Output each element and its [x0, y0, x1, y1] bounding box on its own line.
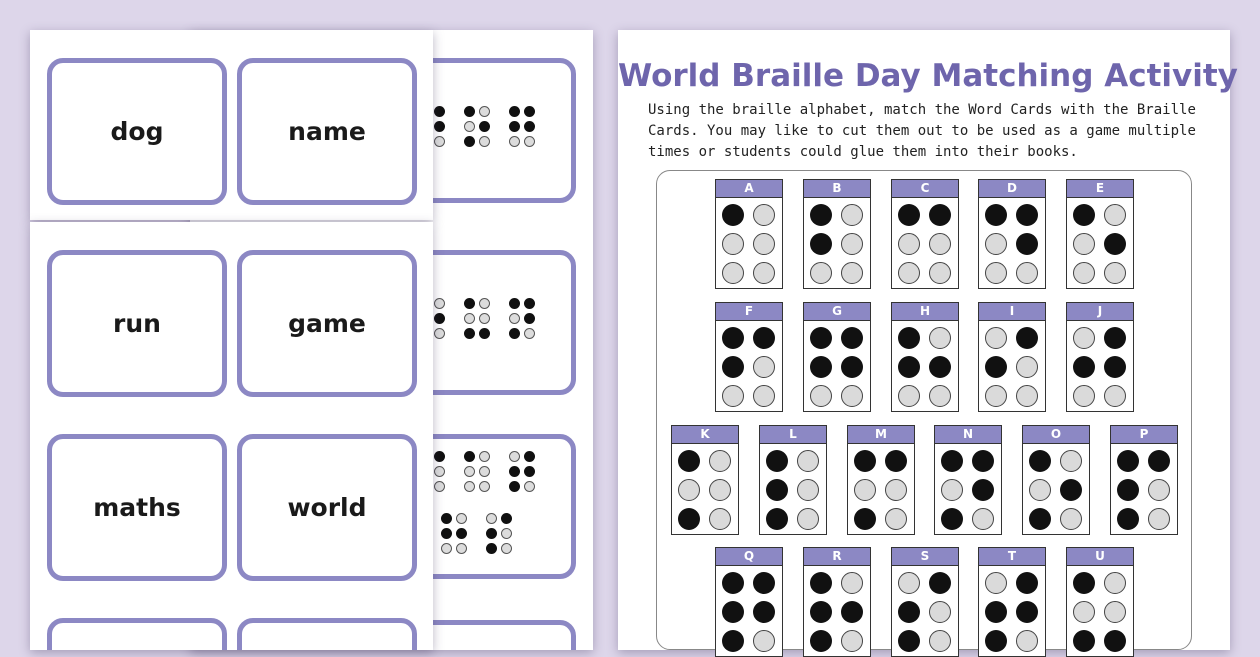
braille-letter-card-b [803, 179, 871, 289]
activity-title: World Braille Day Matching Activity [618, 58, 1238, 94]
raised-dot [441, 513, 452, 524]
flat-dot [1073, 233, 1095, 255]
flat-dot [972, 508, 994, 530]
braille-letter-label: R [804, 548, 870, 566]
word-card [47, 58, 227, 205]
raised-dot [985, 601, 1007, 623]
flat-dot [479, 298, 490, 309]
flat-dot [434, 298, 445, 309]
raised-dot [434, 106, 445, 117]
raised-dot [501, 513, 512, 524]
flat-dot [985, 385, 1007, 407]
braille-letter-label: C [892, 180, 958, 198]
flat-dot [985, 572, 1007, 594]
raised-dot [722, 630, 744, 652]
braille-letter-label: T [979, 548, 1045, 566]
raised-dot [885, 450, 907, 472]
raised-dot [486, 528, 497, 539]
raised-dot [1073, 204, 1095, 226]
raised-dot [441, 528, 452, 539]
flat-dot [434, 481, 445, 492]
flat-dot [1148, 479, 1170, 501]
braille-letter-card-k [671, 425, 739, 535]
raised-dot [766, 450, 788, 472]
flat-dot [797, 450, 819, 472]
raised-dot [1117, 450, 1139, 472]
raised-dot [1104, 356, 1126, 378]
braille-letter-card-d [978, 179, 1046, 289]
raised-dot [524, 106, 535, 117]
flat-dot [1016, 356, 1038, 378]
word-card [237, 434, 417, 581]
raised-dot [1148, 450, 1170, 472]
flat-dot [524, 481, 535, 492]
raised-dot [753, 601, 775, 623]
flat-dot [722, 233, 744, 255]
raised-dot [810, 356, 832, 378]
flat-dot [753, 204, 775, 226]
braille-letter-card-t [978, 547, 1046, 657]
word-card-text: dog [110, 117, 164, 146]
flat-dot [1104, 601, 1126, 623]
braille-cell [1023, 444, 1089, 535]
flat-dot [1060, 508, 1082, 530]
raised-dot [985, 356, 1007, 378]
flat-dot [797, 508, 819, 530]
raised-dot [1016, 327, 1038, 349]
flat-dot [929, 327, 951, 349]
braille-cell [1111, 444, 1177, 535]
flat-dot [434, 328, 445, 339]
raised-dot [509, 298, 520, 309]
braille-cell [716, 321, 782, 412]
raised-dot [1104, 630, 1126, 652]
flat-dot [898, 233, 920, 255]
flat-dot [929, 601, 951, 623]
braille-letter-label: I [979, 303, 1045, 321]
flat-dot [464, 121, 475, 132]
raised-dot [810, 233, 832, 255]
flat-dot [722, 262, 744, 284]
word-cards-sheet-bottom [30, 222, 433, 650]
braille-letter-label: P [1111, 426, 1177, 444]
raised-dot [479, 328, 490, 339]
raised-dot [509, 466, 520, 477]
flat-dot [841, 262, 863, 284]
raised-dot [1073, 630, 1095, 652]
flat-dot [854, 479, 876, 501]
raised-dot [841, 356, 863, 378]
raised-dot [434, 451, 445, 462]
raised-dot [766, 508, 788, 530]
flat-dot [464, 466, 475, 477]
flat-dot [1148, 508, 1170, 530]
flat-dot [810, 385, 832, 407]
raised-dot [753, 327, 775, 349]
braille-letter-label: E [1067, 180, 1133, 198]
raised-dot [722, 327, 744, 349]
braille-letter-label: S [892, 548, 958, 566]
braille-cell [979, 321, 1045, 412]
raised-dot [810, 572, 832, 594]
raised-dot [464, 298, 475, 309]
braille-letter-label: O [1023, 426, 1089, 444]
flat-dot [753, 385, 775, 407]
flat-dot [985, 262, 1007, 284]
raised-dot [524, 121, 535, 132]
braille-letter-label: J [1067, 303, 1133, 321]
flat-dot [1016, 385, 1038, 407]
raised-dot [929, 204, 951, 226]
word-card [237, 58, 417, 205]
braille-letter-label: G [804, 303, 870, 321]
braille-cell [672, 444, 738, 535]
raised-dot [524, 451, 535, 462]
activity-instructions: Using the braille alphabet, match the Word Cards with the Braille Cards. You may like to cut them out to be used as a game multiple times or students could glue them into their books. [648, 102, 1196, 160]
flat-dot [486, 513, 497, 524]
braille-letter-label: B [804, 180, 870, 198]
flat-dot [464, 313, 475, 324]
raised-dot [985, 204, 1007, 226]
raised-dot [810, 630, 832, 652]
braille-letter-label: D [979, 180, 1045, 198]
braille-letter-card-e [1066, 179, 1134, 289]
raised-dot [464, 451, 475, 462]
flat-dot [1073, 601, 1095, 623]
braille-letter-card-l [759, 425, 827, 535]
flat-dot [885, 479, 907, 501]
raised-dot [929, 356, 951, 378]
word-card-text: name [288, 117, 366, 146]
braille-letter-label: K [672, 426, 738, 444]
raised-dot [464, 328, 475, 339]
flat-dot [479, 481, 490, 492]
braille-letter-label: F [716, 303, 782, 321]
raised-dot [456, 528, 467, 539]
flat-dot [456, 543, 467, 554]
flat-dot [678, 479, 700, 501]
flat-dot [941, 479, 963, 501]
braille-cell [892, 321, 958, 412]
flat-dot [1060, 450, 1082, 472]
raised-dot [929, 572, 951, 594]
raised-dot [434, 121, 445, 132]
raised-dot [898, 630, 920, 652]
raised-dot [509, 106, 520, 117]
word-card-text: world [287, 493, 367, 522]
flat-dot [709, 508, 731, 530]
flat-dot [898, 262, 920, 284]
raised-dot [898, 601, 920, 623]
braille-cell [1067, 321, 1133, 412]
raised-dot [678, 450, 700, 472]
word-card-text: maths [93, 493, 181, 522]
braille-letter-label: L [760, 426, 826, 444]
braille-cell [892, 566, 958, 657]
flat-dot [501, 543, 512, 554]
flat-dot [810, 262, 832, 284]
word-card [47, 250, 227, 397]
raised-dot [898, 327, 920, 349]
flat-dot [841, 385, 863, 407]
raised-dot [1117, 508, 1139, 530]
braille-cell [979, 198, 1045, 289]
raised-dot [524, 313, 535, 324]
raised-dot [678, 508, 700, 530]
flat-dot [753, 630, 775, 652]
raised-dot [509, 121, 520, 132]
flat-dot [1073, 327, 1095, 349]
flat-dot [929, 630, 951, 652]
braille-cell [979, 566, 1045, 657]
braille-letter-label: H [892, 303, 958, 321]
braille-cell [804, 321, 870, 412]
braille-letter-card-q [715, 547, 783, 657]
flat-dot [841, 572, 863, 594]
raised-dot [941, 508, 963, 530]
raised-dot [766, 479, 788, 501]
raised-dot [1016, 204, 1038, 226]
flat-dot [1104, 262, 1126, 284]
word-card-text: game [288, 309, 366, 338]
braille-letter-card-a [715, 179, 783, 289]
braille-cell [716, 198, 782, 289]
braille-cell [716, 566, 782, 657]
raised-dot [972, 450, 994, 472]
raised-dot [1060, 479, 1082, 501]
flat-dot [841, 233, 863, 255]
word-card [47, 434, 227, 581]
flat-dot [841, 630, 863, 652]
braille-letter-card-g [803, 302, 871, 412]
flat-dot [1104, 204, 1126, 226]
raised-dot [464, 106, 475, 117]
braille-letter-card-r [803, 547, 871, 657]
flat-dot [456, 513, 467, 524]
braille-cell [892, 198, 958, 289]
braille-cell [804, 566, 870, 657]
raised-dot [941, 450, 963, 472]
braille-letter-label: A [716, 180, 782, 198]
raised-dot [479, 121, 490, 132]
braille-cell [804, 198, 870, 289]
flat-dot [434, 466, 445, 477]
flat-dot [501, 528, 512, 539]
raised-dot [524, 298, 535, 309]
braille-letter-card-f [715, 302, 783, 412]
braille-letter-card-p [1110, 425, 1178, 535]
braille-letter-card-m [847, 425, 915, 535]
raised-dot [810, 327, 832, 349]
flat-dot [509, 313, 520, 324]
braille-letter-card-u [1066, 547, 1134, 657]
flat-dot [929, 233, 951, 255]
flat-dot [524, 136, 535, 147]
braille-letter-card-i [978, 302, 1046, 412]
raised-dot [509, 481, 520, 492]
raised-dot [464, 136, 475, 147]
raised-dot [1104, 233, 1126, 255]
flat-dot [841, 204, 863, 226]
raised-dot [1029, 508, 1051, 530]
flat-dot [479, 313, 490, 324]
flat-dot [441, 543, 452, 554]
raised-dot [722, 572, 744, 594]
braille-letter-card-c [891, 179, 959, 289]
braille-cell [1067, 198, 1133, 289]
raised-dot [810, 601, 832, 623]
braille-letter-card-h [891, 302, 959, 412]
flat-dot [753, 356, 775, 378]
raised-dot [898, 204, 920, 226]
flat-dot [885, 508, 907, 530]
flat-dot [479, 136, 490, 147]
braille-letter-card-j [1066, 302, 1134, 412]
flat-dot [434, 136, 445, 147]
flat-dot [1016, 262, 1038, 284]
raised-dot [509, 328, 520, 339]
flat-dot [898, 385, 920, 407]
braille-cell [760, 444, 826, 535]
flat-dot [524, 328, 535, 339]
flat-dot [898, 572, 920, 594]
braille-letter-label: Q [716, 548, 782, 566]
raised-dot [434, 313, 445, 324]
flat-dot [985, 327, 1007, 349]
braille-cell [1067, 566, 1133, 657]
flat-dot [753, 262, 775, 284]
flat-dot [985, 233, 1007, 255]
raised-dot [486, 543, 497, 554]
raised-dot [1117, 479, 1139, 501]
braille-letter-card-n [934, 425, 1002, 535]
raised-dot [1073, 572, 1095, 594]
raised-dot [841, 327, 863, 349]
raised-dot [1016, 601, 1038, 623]
flat-dot [929, 385, 951, 407]
raised-dot [854, 450, 876, 472]
raised-dot [854, 508, 876, 530]
flat-dot [1104, 572, 1126, 594]
flat-dot [753, 233, 775, 255]
raised-dot [722, 356, 744, 378]
braille-letter-card-s [891, 547, 959, 657]
flat-dot [1073, 385, 1095, 407]
braille-letter-label: N [935, 426, 1001, 444]
raised-dot [810, 204, 832, 226]
flat-dot [722, 385, 744, 407]
raised-dot [1016, 572, 1038, 594]
flat-dot [1104, 385, 1126, 407]
flat-dot [797, 479, 819, 501]
word-card [237, 250, 417, 397]
braille-cell [935, 444, 1001, 535]
raised-dot [898, 356, 920, 378]
raised-dot [972, 479, 994, 501]
flat-dot [509, 136, 520, 147]
braille-letter-label: M [848, 426, 914, 444]
word-card-text: run [113, 309, 161, 338]
raised-dot [753, 572, 775, 594]
word-cards-sheet-top [30, 30, 433, 220]
flat-dot [929, 262, 951, 284]
flat-dot [464, 481, 475, 492]
flat-dot [479, 106, 490, 117]
braille-letter-card-o [1022, 425, 1090, 535]
word-card [237, 618, 417, 650]
flat-dot [1016, 630, 1038, 652]
flat-dot [1073, 262, 1095, 284]
raised-dot [1029, 450, 1051, 472]
braille-cell [848, 444, 914, 535]
flat-dot [479, 451, 490, 462]
raised-dot [722, 204, 744, 226]
raised-dot [841, 601, 863, 623]
raised-dot [524, 466, 535, 477]
flat-dot [709, 479, 731, 501]
raised-dot [722, 601, 744, 623]
word-card [47, 618, 227, 650]
raised-dot [1016, 233, 1038, 255]
raised-dot [1104, 327, 1126, 349]
raised-dot [1073, 356, 1095, 378]
flat-dot [509, 451, 520, 462]
flat-dot [1029, 479, 1051, 501]
flat-dot [479, 466, 490, 477]
braille-letter-label: U [1067, 548, 1133, 566]
flat-dot [709, 450, 731, 472]
raised-dot [985, 630, 1007, 652]
